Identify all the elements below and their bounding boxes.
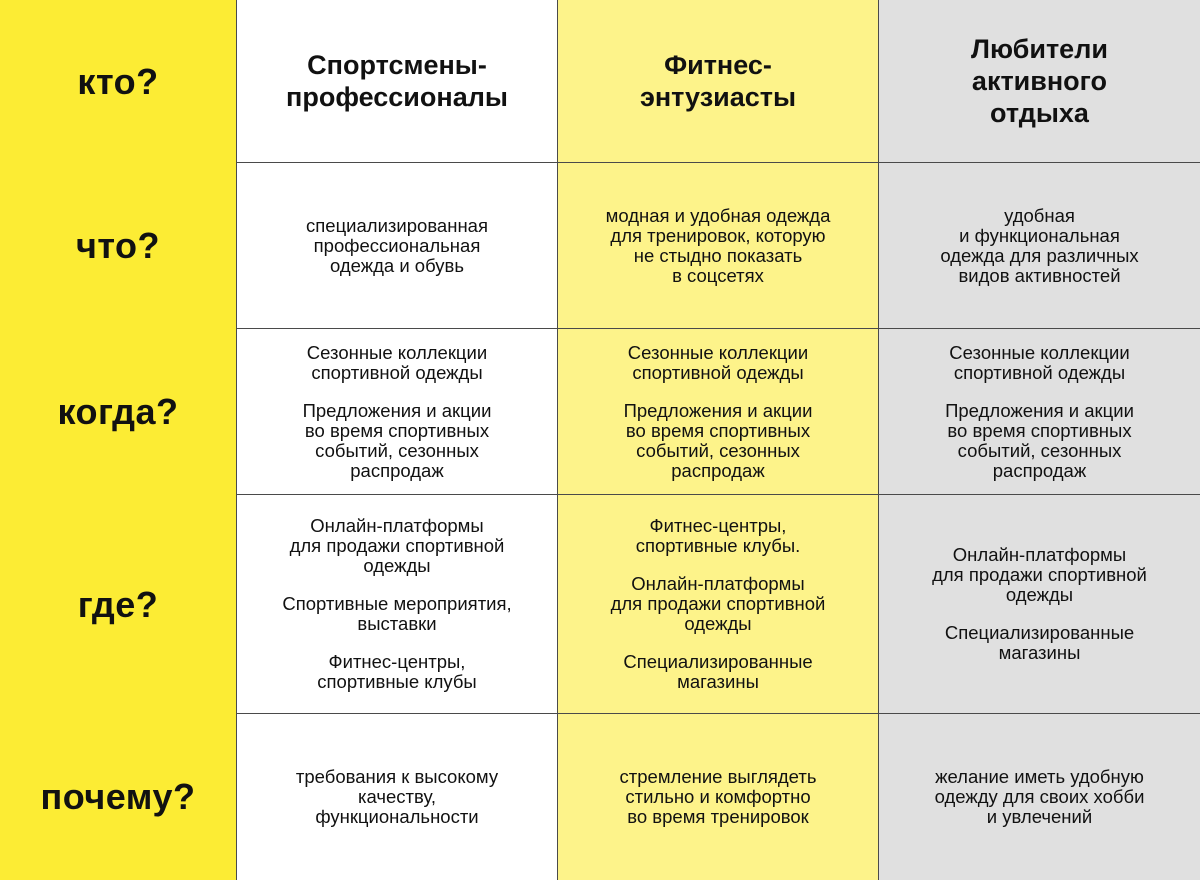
cell-text: Фитнес-центры, спортивные клубы. bbox=[635, 515, 801, 556]
cell-what-fitness bbox=[558, 163, 879, 329]
question-label: когда? bbox=[57, 391, 179, 432]
question-label: почему? bbox=[40, 776, 196, 817]
question-what bbox=[0, 163, 237, 329]
cell-text: Сезонные коллекции спортивной одежды bbox=[306, 341, 488, 383]
cell-where-fitness bbox=[558, 495, 879, 714]
column-header: Любители активного отдыха bbox=[971, 34, 1108, 128]
cell-text: Предложения и акции во время спортивных событий, сезонных распродаж bbox=[945, 399, 1134, 481]
question-why bbox=[0, 714, 237, 880]
cell-text: Сезонные коллекции спортивной одежды bbox=[949, 341, 1130, 383]
cell-what-professionals bbox=[237, 163, 558, 329]
question-when bbox=[0, 329, 237, 495]
header-professionals bbox=[237, 0, 558, 163]
cell-text: специализированная профессиональная одежда и обувь bbox=[306, 214, 488, 276]
cell-why-fitness bbox=[558, 714, 879, 880]
cell-why-outdoor bbox=[879, 714, 1200, 880]
cell-when-outdoor bbox=[879, 329, 1200, 495]
cell-what-outdoor bbox=[879, 163, 1200, 329]
cell-text: Предложения и акции во время спортивных событий, сезонных распродаж bbox=[623, 399, 813, 481]
cell-text: желание иметь удобную одежду для своих хобби и увлечений bbox=[934, 766, 1145, 827]
cell-when-fitness bbox=[558, 329, 879, 495]
cell-when-professionals bbox=[237, 329, 558, 495]
cell-text: требования к высокому качеству, функциональности bbox=[295, 766, 499, 827]
cell-where-outdoor bbox=[879, 495, 1200, 714]
cell-text: Предложения и акции во время спортивных событий, сезонных распродаж bbox=[302, 399, 492, 481]
question-label: кто? bbox=[77, 60, 159, 102]
cell-text: Специализированные магазины bbox=[944, 622, 1135, 663]
cell-text: Сезонные коллекции спортивной одежды bbox=[627, 341, 809, 383]
cell-text: Онлайн-платформы для продажи спортивной одежды bbox=[610, 573, 826, 634]
cell-text: удобная и функциональная одежда для различных видов активностей bbox=[940, 204, 1139, 286]
cell-where-professionals bbox=[237, 495, 558, 714]
header-outdoor bbox=[879, 0, 1200, 163]
cell-text: стремление выглядеть стильно и комфортно во время тренировок bbox=[619, 766, 817, 827]
question-label: где? bbox=[77, 583, 159, 625]
cell-text: Специализированные магазины bbox=[623, 651, 813, 692]
cell-text: Фитнес-центры, спортивные клубы bbox=[317, 651, 477, 692]
column-header: Спортсмены- профессионалы bbox=[286, 50, 508, 112]
question-label: что? bbox=[75, 225, 161, 266]
header-fitness bbox=[558, 0, 879, 163]
cell-text: Онлайн-платформы для продажи спортивной одежды bbox=[932, 544, 1147, 605]
question-who bbox=[0, 0, 237, 163]
cell-text: Спортивные мероприятия, выставки bbox=[282, 593, 512, 634]
cell-why-professionals bbox=[237, 714, 558, 880]
column-header: Фитнес- энтузиасты bbox=[639, 50, 797, 112]
cell-text: Онлайн-платформы для продажи спортивной одежды bbox=[289, 515, 505, 576]
cell-text: модная и удобная одежда для тренировок, которую не стыдно показать в соцсетях bbox=[605, 204, 831, 286]
question-where bbox=[0, 495, 237, 714]
